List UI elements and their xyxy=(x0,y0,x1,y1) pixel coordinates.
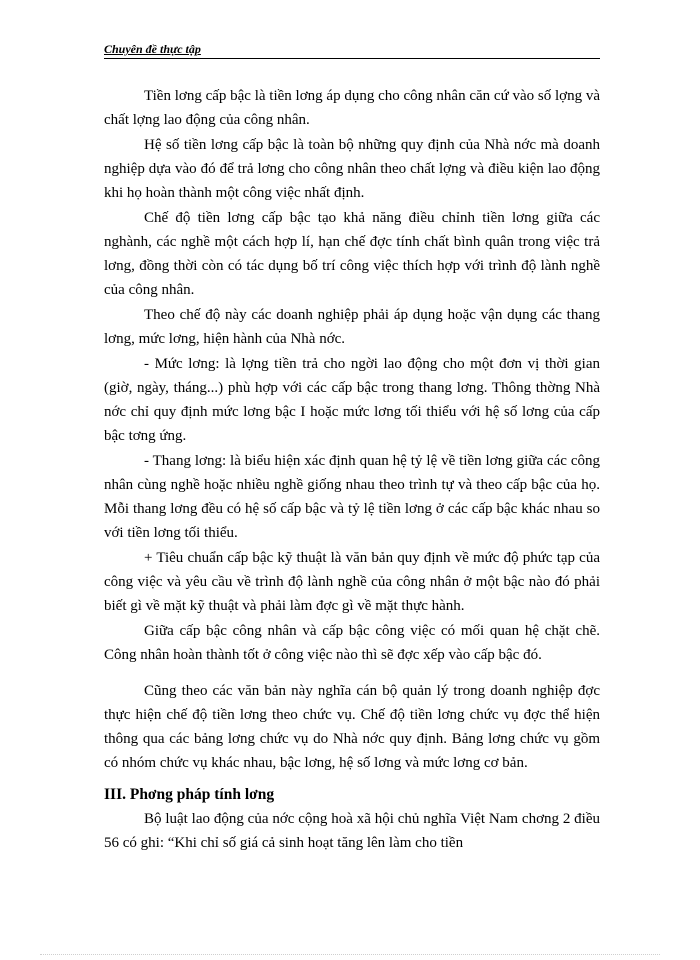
paragraph: Cũng theo các văn bản này nghĩa cán bộ quản lý trong doanh nghiệp đợc thực hiện chế độ tiền lơng theo chức vụ. Chế độ tiền lơng chức vụ đợc thể hiện thông qua các bảng lơng chức vụ do Nhà nớc quy định. Bảng lơng chức vụ gồm có nhóm chức vụ khác nhau, bậc lơng, hệ số lơng và mức lơng cơ bản. xyxy=(104,683,600,771)
paragraph: Bộ luật lao động của nớc cộng hoà xã hội chủ nghĩa Việt Nam chơng 2 điều 56 có ghi: “Khi chỉ số giá cả sinh hoạt tăng lên làm cho tiền xyxy=(104,811,600,851)
paragraph: + Tiêu chuẩn cấp bậc kỹ thuật là văn bản quy định về mức độ phức tạp của công việc và yêu cầu về trình độ lành nghề của công nhân ở một bậc nào đó phải biết gì về mặt kỹ thuật và phải làm đợc gì về mặt thực hành. xyxy=(104,550,600,614)
paragraph: - Thang lơng: là biểu hiện xác định quan hệ tỷ lệ về tiền lơng giữa các công nhân cùng nghề hoặc nhiều nghề giống nhau theo trình tự và theo cấp bậc của họ. Mỗi thang lơng đều có hệ số cấp bậc và tỷ lệ tiền lơng ở các cấp bậc khác nhau so với tiền lơng tối thiểu. xyxy=(104,453,600,541)
page-header xyxy=(104,38,600,59)
document-body xyxy=(104,84,600,856)
page-bottom-divider xyxy=(40,954,660,955)
paragraph: Theo chế độ này các doanh nghiệp phải áp dụng hoặc vận dụng các thang lơng, mức lơng, hiện hành của Nhà nớc. xyxy=(104,307,600,347)
section-heading: III. Phơng pháp tính lơng xyxy=(104,786,275,803)
paragraph: Hệ số tiền lơng cấp bậc là toàn bộ những quy định của Nhà nớc mà doanh nghiệp dựa vào đó để trả lơng cho công nhân theo chất lợng và điều kiện lao động khi họ hoàn thành một công việc nhất định. xyxy=(104,137,600,201)
header-title: Chuyên đề thực tập xyxy=(104,42,201,56)
paragraph: Giữa cấp bậc công nhân và cấp bậc công việc có mối quan hệ chặt chẽ. Công nhân hoàn thành tốt ở công việc nào thì sẽ đợc xếp vào cấp bậc đó. xyxy=(104,623,600,663)
paragraph: Tiền lơng cấp bậc là tiền lơng áp dụng cho công nhân căn cứ vào số lợng và chất lợng lao động của công nhân. xyxy=(104,88,600,128)
paragraph: Chế độ tiền lơng cấp bậc tạo khả năng điều chỉnh tiền lơng giữa các nghành, các nghề một cách hợp lí, hạn chế đợc tính chất bình quân trong việc trả lơng, đồng thời còn có tác dụng bố trí công việc thích hợp với trình độ lành nghề của công nhân. xyxy=(104,210,600,298)
paragraph: - Mức lơng: là lợng tiền trả cho ngời lao động cho một đơn vị thời gian (giờ, ngày, tháng...) phù hợp với các cấp bậc trong thang lơng. Thông thờng Nhà nớc chỉ quy định mức lơng bậc I hoặc mức lơng tối thiểu với hệ số lơng của cấp bậc tơng ứng. xyxy=(104,356,600,444)
